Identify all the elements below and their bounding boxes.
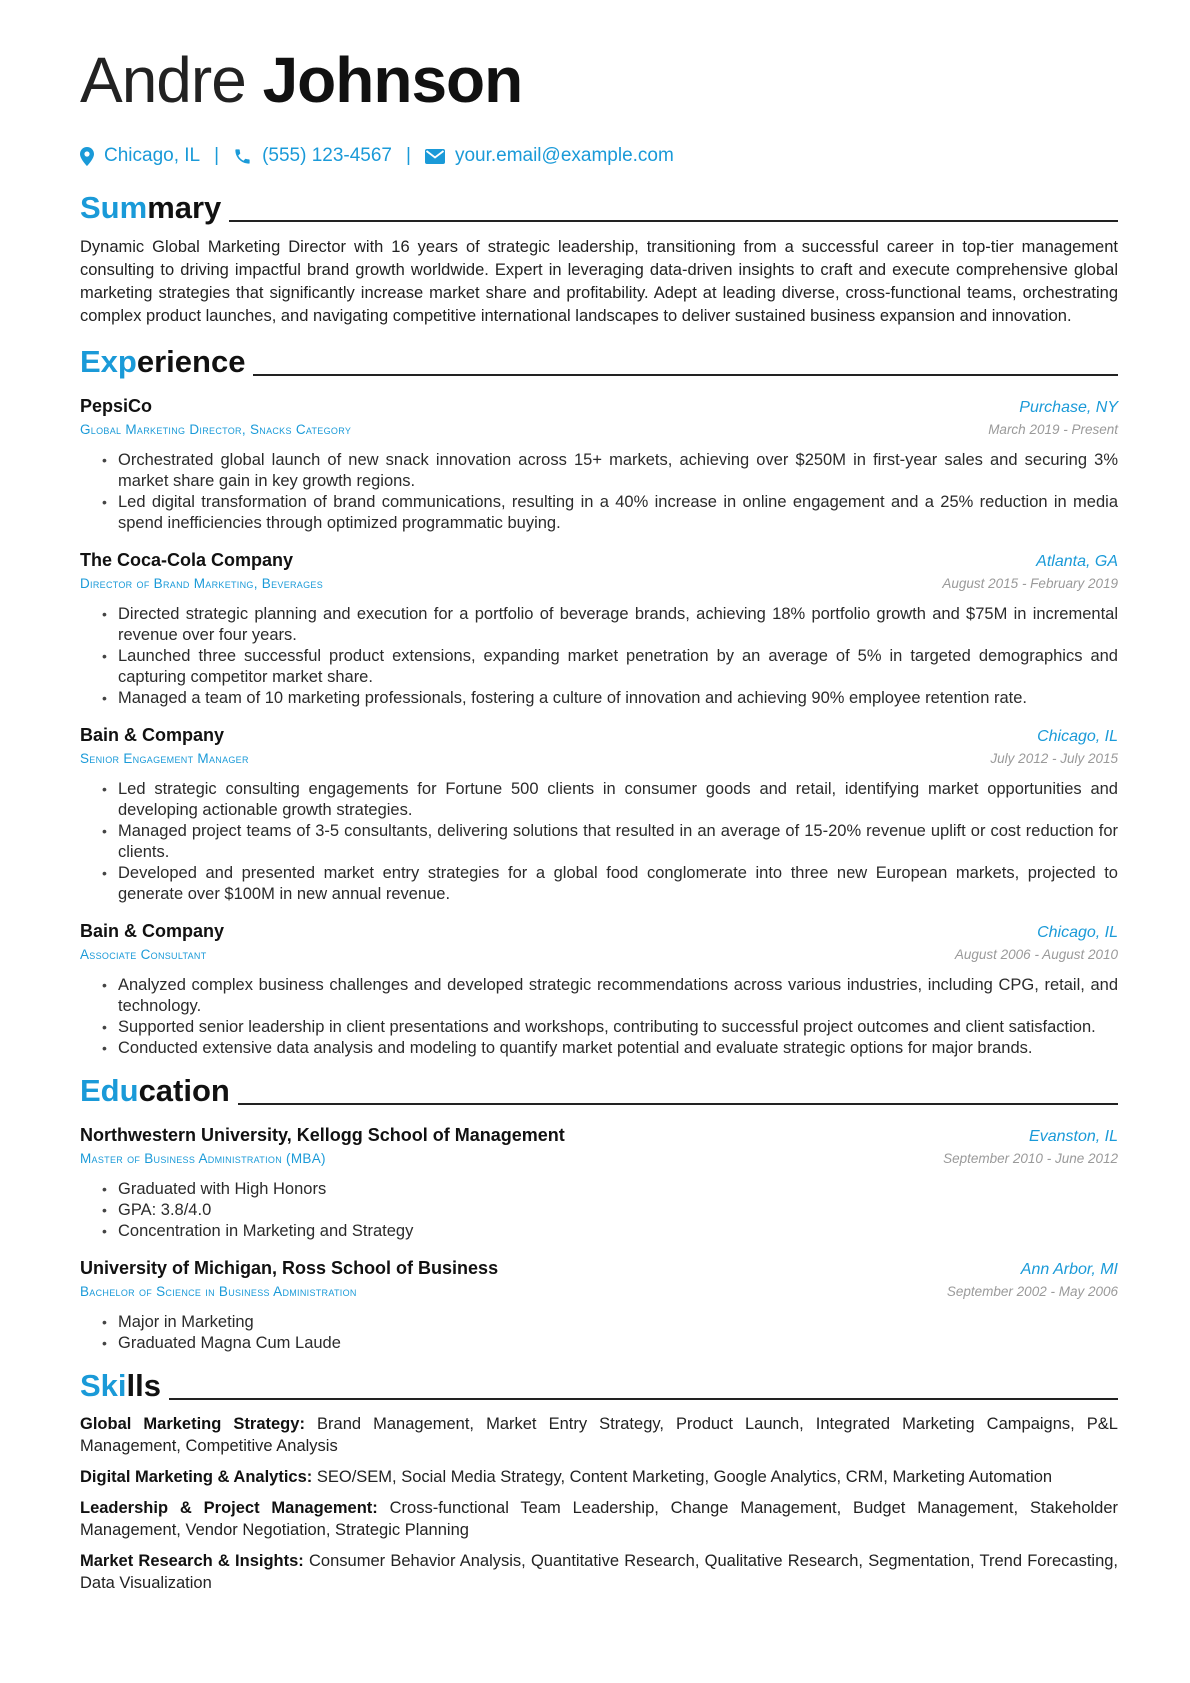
skill-category: Market Research & Insights: (80, 1552, 304, 1570)
bullet-item: • Led strategic consulting engagements for Fortune 500 clients in consumer goods and retail, identifying market opportunities and developing actionable growth strategies. (80, 779, 1118, 821)
contact-separator: | (406, 145, 411, 166)
bullet-item: • Led digital transformation of brand communications, resulting in a 40% increase in online engagement and a 25% reduction in media spend inefficiencies through optimized programmatic buying. (80, 492, 1118, 534)
skill-category: Global Marketing Strategy: (80, 1415, 305, 1433)
contact-location (80, 145, 200, 167)
entry-subheader-row (80, 574, 1118, 594)
entry-role: Master of Business Administration (MBA) (80, 1151, 326, 1166)
experience-heading (80, 344, 1118, 380)
section-rule (238, 1103, 1118, 1105)
entry-location: Atlanta, GA (1036, 553, 1118, 570)
bullet-item: • Supported senior leadership in client presentations and workshops, contributing to successful project outcomes and client satisfaction. (80, 1017, 1118, 1038)
contact-email[interactable] (425, 145, 674, 167)
organization-name: PepsiCo (80, 396, 153, 416)
entry-subheader-row (80, 945, 1118, 965)
contact-phone[interactable] (233, 145, 392, 167)
entry-role: Director of Brand Marketing, Beverages (80, 576, 324, 591)
entry-location: Chicago, IL (1037, 924, 1118, 941)
first-name: Andre (80, 44, 246, 116)
bullet-item: • Conducted extensive data analysis and modeling to quantify market potential and evaluate strategic options for major brands. (80, 1038, 1118, 1059)
contact-separator: | (214, 145, 220, 166)
skills-list (80, 1413, 1118, 1594)
phone-icon (233, 147, 252, 166)
entry-location: Chicago, IL (1037, 728, 1118, 745)
skill-list: Consumer Behavior Analysis, Quantitative Research, Qualitative Research, Segmentation, Trend Forecasting, Data Visualization (80, 1552, 1119, 1592)
entry-dates: August 2015 - February 2019 (942, 576, 1118, 591)
entry-location: Ann Arbor, MI (1020, 1261, 1118, 1278)
skill-list: Cross-functional Team Leadership, Change Management, Budget Management, Stakeholder Management, Vendor Negotiation, Strategic Planning (80, 1499, 1119, 1539)
entry-role: Senior Engagement Manager (80, 751, 249, 766)
organization-name: The Coca-Cola Company (80, 550, 294, 570)
section-title: Education (80, 1073, 230, 1108)
experience-entry (80, 723, 1118, 905)
email-link[interactable]: your.email@example.com (454, 145, 674, 166)
skill-row (80, 1497, 1118, 1541)
section-title: Experience (80, 344, 246, 379)
entry-dates: July 2012 - July 2015 (990, 751, 1118, 766)
skill-list: SEO/SEM, Social Media Strategy, Content Marketing, Google Analytics, CRM, Marketing Automation (316, 1468, 1053, 1486)
section-title: Skills (80, 1368, 161, 1403)
candidate-name (80, 40, 1118, 120)
bullet-list (80, 1179, 1118, 1242)
section-title: Summary (80, 190, 222, 225)
bullet-list (80, 1312, 1118, 1354)
organization-name: University of Michigan, Ross School of Business (80, 1258, 499, 1278)
organization-name: Northwestern University, Kellogg School of Management (80, 1125, 565, 1145)
experience-entry (80, 919, 1118, 1059)
entry-role: Bachelor of Science in Business Administration (80, 1284, 357, 1299)
skill-category: Leadership & Project Management: (80, 1499, 378, 1517)
bullet-item: • Orchestrated global launch of new snack innovation across 15+ markets, achieving over $250M in first-year sales and securing 3% market share gain in key growth regions. (80, 450, 1118, 492)
entry-subheader-row (80, 1282, 1118, 1302)
bullet-item: • Developed and presented market entry strategies for a global food conglomerate into three new European markets, projected to generate over $100M in new annual revenue. (80, 863, 1118, 905)
entry-header-row (80, 548, 1118, 574)
summary-heading (80, 190, 1118, 226)
bullet-item: • GPA: 3.8/4.0 (80, 1200, 1118, 1221)
bullet-item: • Major in Marketing (80, 1312, 1118, 1333)
education-entry (80, 1123, 1118, 1242)
entry-subheader-row (80, 749, 1118, 769)
entry-header-row (80, 919, 1118, 945)
experience-entry (80, 394, 1118, 534)
entry-role: Global Marketing Director, Snacks Category (80, 422, 352, 437)
contact-bar (80, 142, 1118, 170)
education-heading (80, 1073, 1118, 1109)
entry-dates: August 2006 - August 2010 (954, 947, 1118, 962)
envelope-icon (425, 149, 445, 164)
skill-row (80, 1550, 1118, 1594)
map-marker-icon (80, 147, 94, 166)
location-text: Chicago, IL (104, 145, 201, 166)
experience-list (80, 394, 1118, 1059)
phone-text: (555) 123-4567 (262, 145, 392, 166)
bullet-item: • Graduated Magna Cum Laude (80, 1333, 1118, 1354)
entry-header-row (80, 1256, 1118, 1282)
organization-name: Bain & Company (80, 725, 225, 745)
entry-header-row (80, 394, 1118, 420)
skill-row (80, 1466, 1118, 1488)
skill-category: Digital Marketing & Analytics: (80, 1468, 313, 1486)
entry-header-row (80, 1123, 1118, 1149)
entry-subheader-row (80, 1149, 1118, 1169)
summary-text: Dynamic Global Marketing Director with 16 years of strategic leadership, transitioning from a successful career in top-tier management consulting to driving impactful brand growth worldwide. Expert in leveraging data-driven insights to craft and execute comprehensive global marketing strategies that significantly increase market share and profitability. Adept at leading diverse, cross-functional teams, orchestrating complex product launches, and navigating competitive international landscapes to deliver sustained business expansion and innovation. (80, 238, 1118, 325)
entry-header-row (80, 723, 1118, 749)
bullet-item: • Analyzed complex business challenges and developed strategic recommendations across various industries, including CPG, retail, and technology. (80, 975, 1118, 1017)
bullet-item: • Concentration in Marketing and Strategy (80, 1221, 1118, 1242)
entry-location: Evanston, IL (1029, 1128, 1118, 1145)
education-list (80, 1123, 1118, 1354)
entry-role: Associate Consultant (80, 947, 207, 962)
experience-entry (80, 548, 1118, 709)
bullet-item: • Managed a team of 10 marketing professionals, fostering a culture of innovation and achieving 90% employee retention rate. (80, 688, 1118, 709)
bullet-item: • Directed strategic planning and execution for a portfolio of beverage brands, achieving 18% portfolio growth and $75M in incremental revenue over four years. (80, 604, 1118, 646)
education-entry (80, 1256, 1118, 1354)
bullet-list (80, 779, 1118, 905)
resume-page (80, 40, 1118, 1594)
entry-dates: March 2019 - Present (988, 422, 1118, 437)
skill-row (80, 1413, 1118, 1457)
last-name: Johnson (262, 44, 523, 116)
entry-location: Purchase, NY (1019, 399, 1118, 416)
bullet-list (80, 450, 1118, 534)
entry-subheader-row (80, 420, 1118, 440)
skills-heading (80, 1368, 1118, 1404)
bullet-list (80, 975, 1118, 1059)
section-rule (253, 374, 1118, 376)
skill-list: Brand Management, Market Entry Strategy, Product Launch, Integrated Marketing Campaigns, P&L Management, Competitive Analysis (80, 1415, 1118, 1455)
section-rule (169, 1398, 1118, 1400)
bullet-item: • Launched three successful product extensions, expanding market penetration by an average of 5% in targeted demographics and capturing competitor market share. (80, 646, 1118, 688)
entry-dates: September 2010 - June 2012 (943, 1151, 1118, 1166)
bullet-list (80, 604, 1118, 709)
entry-dates: September 2002 - May 2006 (946, 1284, 1118, 1299)
bullet-item: • Graduated with High Honors (80, 1179, 1118, 1200)
section-rule (229, 220, 1118, 222)
bullet-item: • Managed project teams of 3-5 consultants, delivering solutions that resulted in an average of 15-20% revenue uplift or cost reduction for clients. (80, 821, 1118, 863)
organization-name: Bain & Company (80, 921, 225, 941)
